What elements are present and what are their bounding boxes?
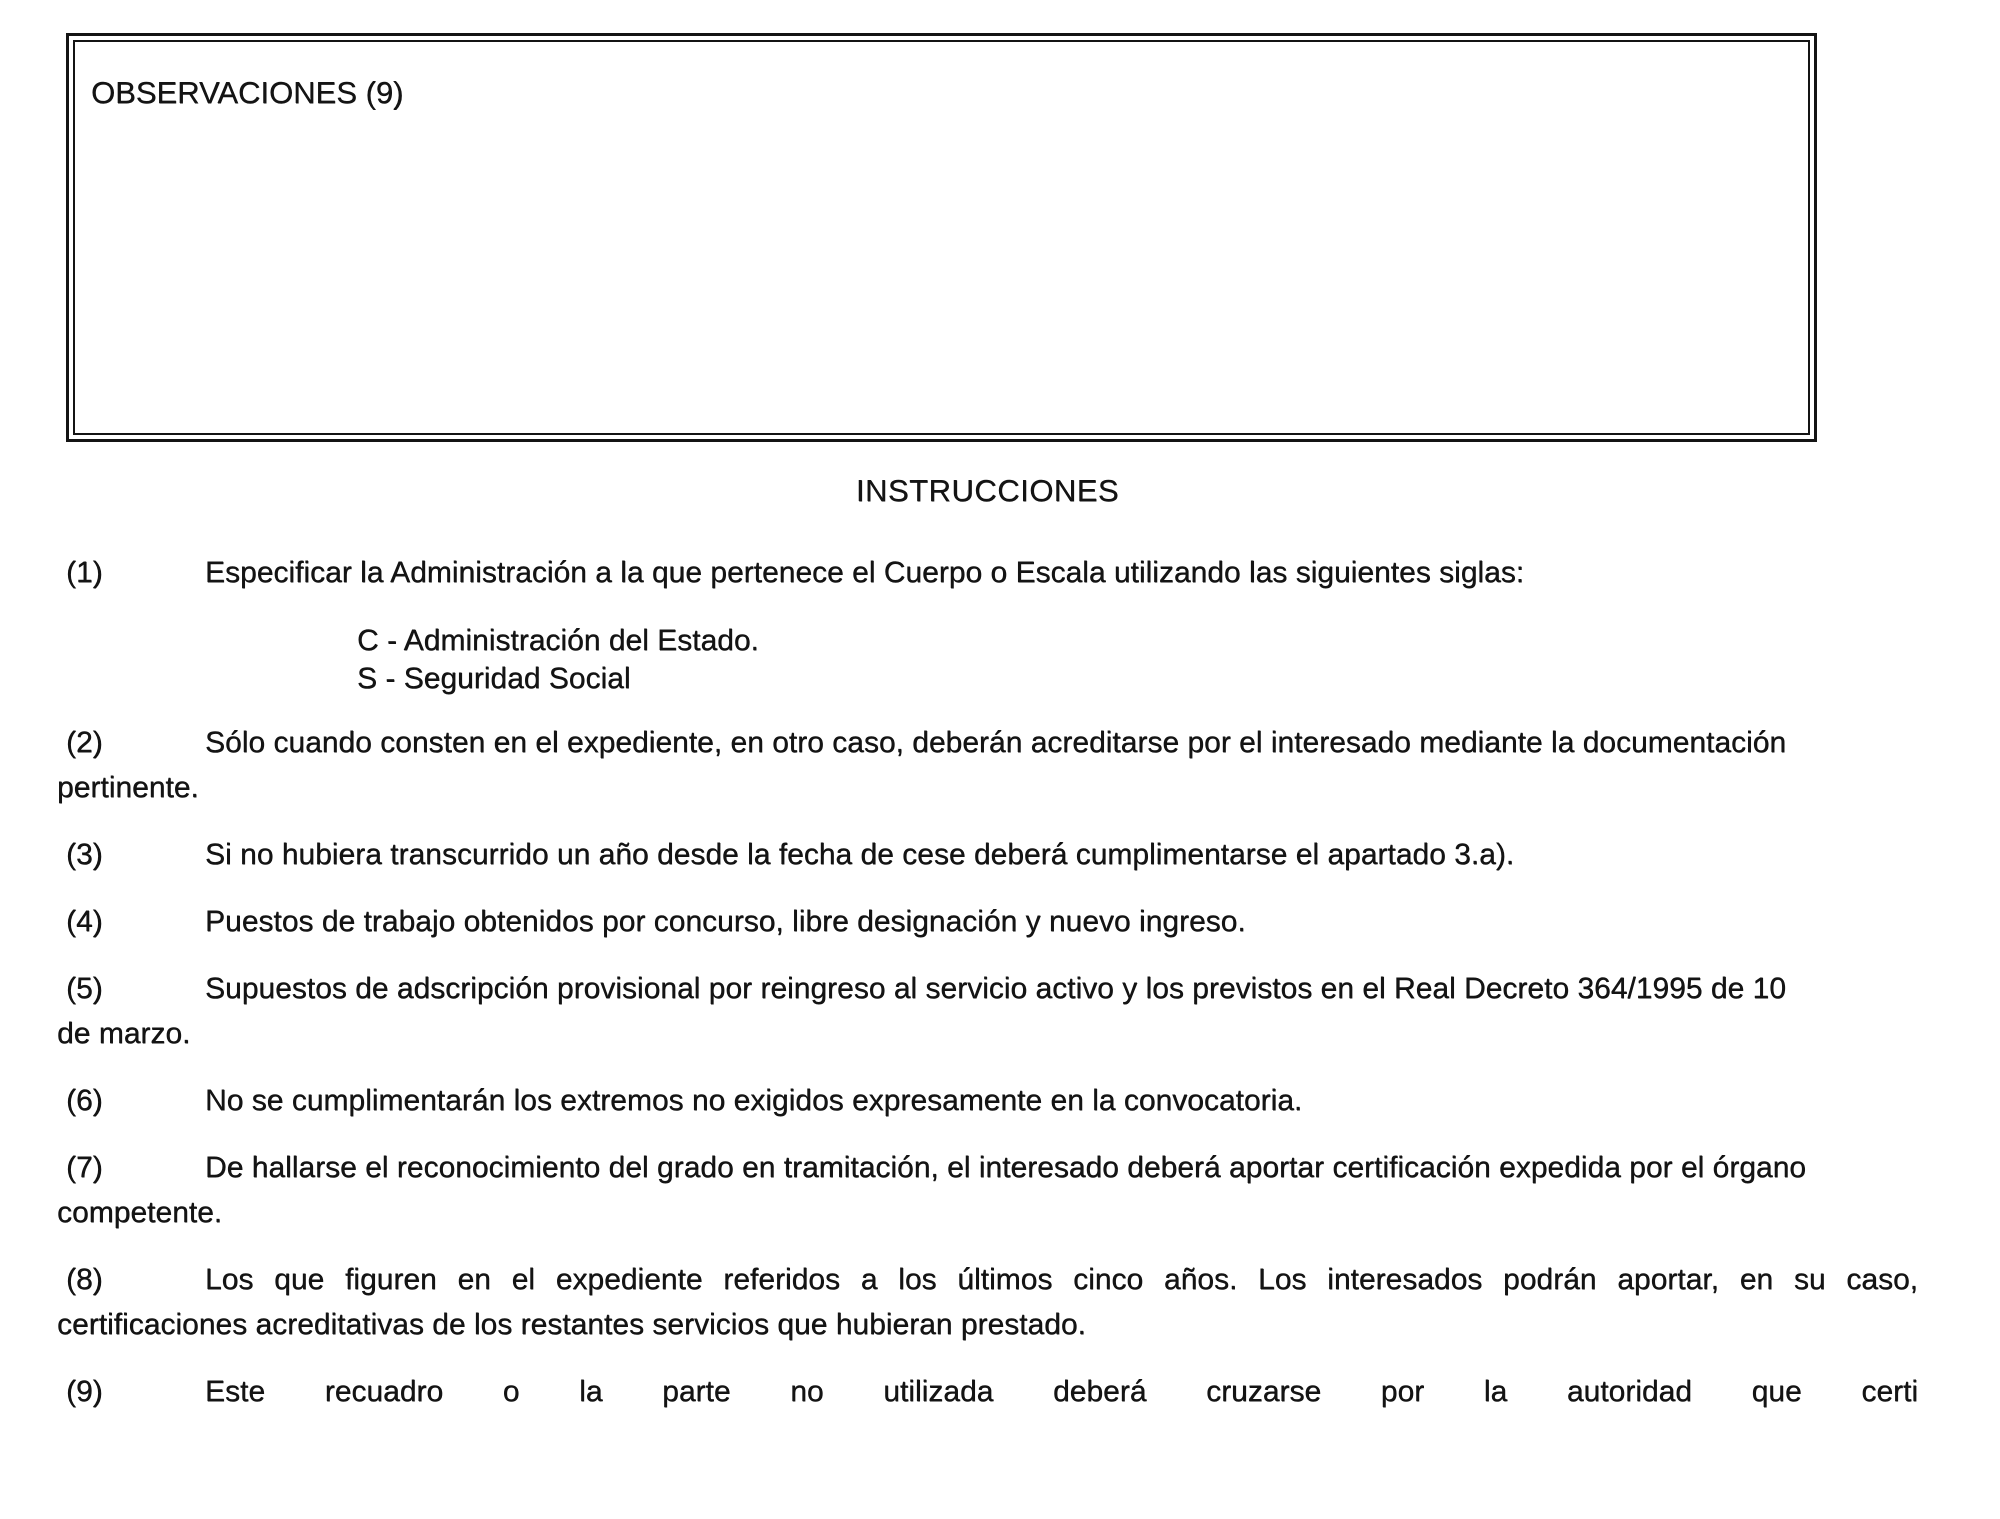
- instruction-line: [57, 1257, 1918, 1302]
- instruction-number: (2): [66, 726, 103, 759]
- sigla-line: C - Administración del Estado.: [357, 624, 759, 657]
- instruction-text: Este recuadro o la parte no utilizada deberá cruzarse por la autoridad que certi: [205, 1375, 1918, 1408]
- instruction-number: (4): [66, 905, 103, 938]
- instruction-number: (9): [66, 1375, 103, 1408]
- instruction-number: (6): [66, 1084, 103, 1117]
- instruction-continuation-line: competente.: [57, 1196, 223, 1229]
- instruction-line: [57, 720, 1918, 765]
- instruction-item: [57, 1145, 1918, 1235]
- instruction-item: [57, 1078, 1918, 1123]
- observaciones-inner-border: [73, 40, 1810, 435]
- instruction-text: Sólo cuando consten en el expediente, en otro caso, deberán acreditarse por el interesado mediante la documentación: [205, 726, 1787, 759]
- instruction-number: (8): [66, 1263, 103, 1296]
- observaciones-box: [66, 33, 1817, 442]
- instruction-line: [57, 899, 1918, 944]
- instruction-item: [57, 550, 1918, 698]
- instruction-continuation-line: de marzo.: [57, 1017, 191, 1050]
- instruction-line: [57, 966, 1918, 1011]
- instruction-line: [57, 550, 1918, 595]
- instruction-item: [57, 720, 1918, 810]
- instruction-number: (5): [66, 972, 103, 1005]
- instruction-number: (3): [66, 838, 103, 871]
- siglas-list: [357, 622, 1918, 698]
- instruction-line: [57, 1145, 1918, 1190]
- instruction-item: [57, 1369, 1918, 1414]
- instruction-number: (1): [66, 556, 103, 589]
- instruction-text: Especificar la Administración a la que pertenece el Cuerpo o Escala utilizando las siguientes siglas:: [205, 556, 1525, 589]
- instruction-text: No se cumplimentarán los extremos no exigidos expresamente en la convocatoria.: [205, 1084, 1303, 1117]
- instruction-number: (7): [66, 1151, 103, 1184]
- instruction-line: [57, 1369, 1918, 1414]
- instruction-text: Supuestos de adscripción provisional por reingreso al servicio activo y los previstos en el Real Decreto 364/1995 de 10: [205, 972, 1786, 1005]
- instruction-continuation-line: pertinente.: [57, 771, 199, 804]
- instruction-text: Los que figuren en el expediente referidos a los últimos cinco años. Los interesados podrán aportar, en su caso,: [205, 1263, 1918, 1296]
- instruction-item: [57, 1257, 1918, 1347]
- instruction-line: [57, 1078, 1918, 1123]
- instrucciones-title: INSTRUCCIONES: [855, 473, 1120, 508]
- instructions-section: [57, 468, 1918, 1436]
- instruction-text: Si no hubiera transcurrido un año desde la fecha de cese deberá cumplimentarse el apartado 3.a).: [205, 838, 1515, 871]
- sigla-line: S - Seguridad Social: [357, 662, 631, 695]
- observaciones-label: OBSERVACIONES (9): [91, 75, 404, 110]
- instructions-list: [57, 550, 1918, 1414]
- instruction-item: [57, 832, 1918, 877]
- instruction-text: De hallarse el reconocimiento del grado en tramitación, el interesado deberá aportar certificación expedida por el órgano: [205, 1151, 1806, 1184]
- instruction-item: [57, 966, 1918, 1056]
- instruction-continuation-line: certificaciones acreditativas de los restantes servicios que hubieran prestado.: [57, 1308, 1086, 1341]
- instruction-line: [57, 832, 1918, 877]
- instruction-item: [57, 899, 1918, 944]
- instruction-text: Puestos de trabajo obtenidos por concurso, libre designación y nuevo ingreso.: [205, 905, 1246, 938]
